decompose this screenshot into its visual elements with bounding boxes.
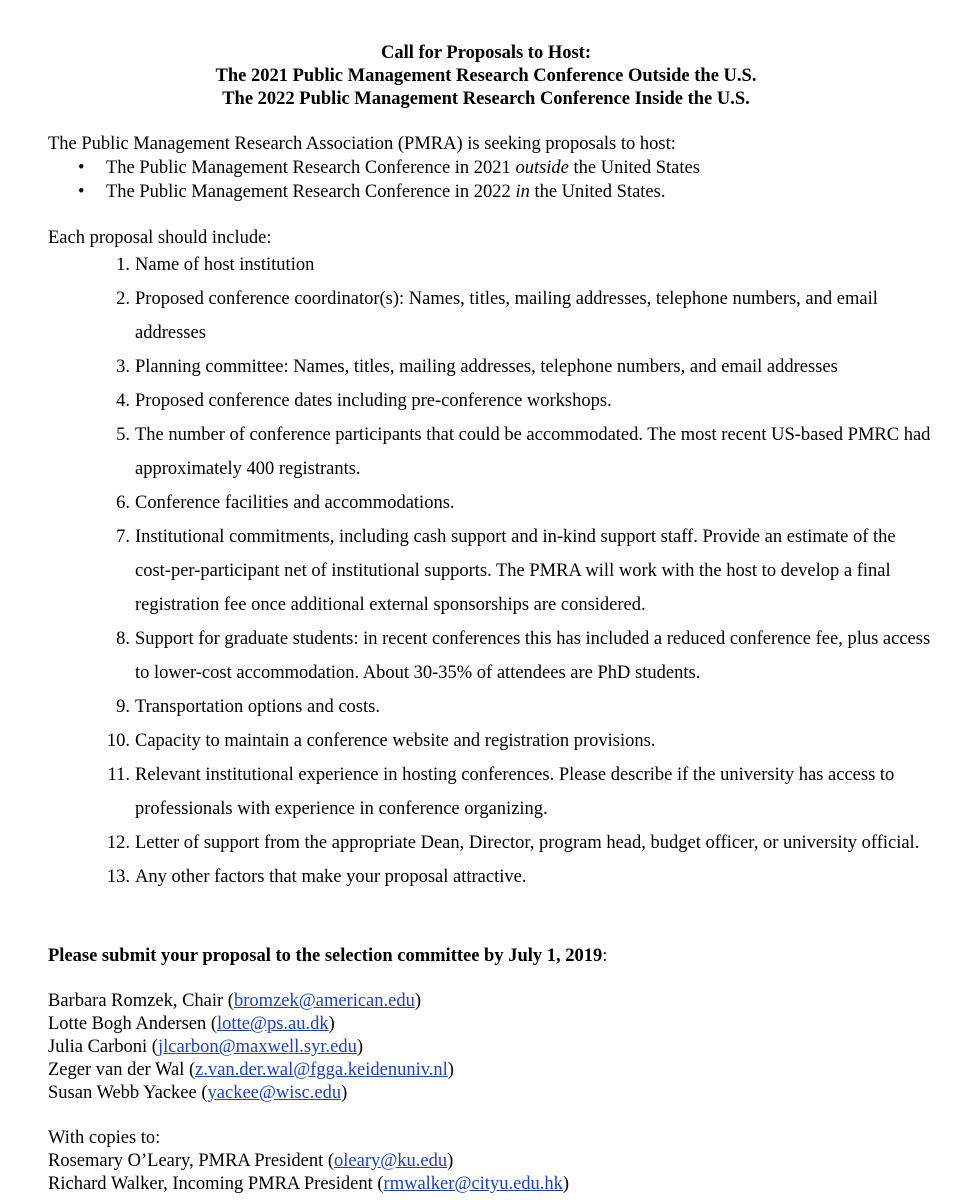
- document-title: [0, 42, 972, 111]
- requirements-list: [0, 248, 972, 894]
- bullet-text-before: The Public Management Research Conference in 2022: [106, 182, 516, 202]
- bullet-text-after: the United States.: [529, 182, 666, 202]
- proposal-requirements-heading: Each proposal should include:: [48, 228, 272, 248]
- list-item-number: 11.: [107, 765, 130, 785]
- list-item: [0, 486, 935, 520]
- list-item: [0, 690, 935, 724]
- title-line-1: Call for Proposals to Host:: [380, 43, 591, 63]
- title-line-3: The 2022 Public Management Research Conference Inside the U.S.: [222, 89, 750, 109]
- list-item-text: Relevant institutional experience in hosting conferences. Please describe if the university has access to professionals with experience in conference organizing.: [135, 765, 895, 819]
- bullet-list: [0, 157, 972, 205]
- bullet-emphasis: in: [515, 182, 530, 202]
- list-item-text: The number of conference participants that could be accommodated. The most recent US-based PMRC had approximately 400 registrants.: [135, 425, 931, 479]
- list-item: [0, 758, 935, 826]
- list-item-text: Institutional commitments, including cash support and in-kind support staff. Provide an estimate of the cost-per-participant net of institutional supports. The PMRA will work with the host to develop a final registration fee once additional external sponsorships are considered.: [135, 527, 896, 615]
- bullet-icon: •: [78, 182, 85, 202]
- list-item-number: 12.: [106, 833, 130, 853]
- list-item-number: 13.: [106, 867, 130, 887]
- list-item-text: Letter of support from the appropriate Dean, Director, program head, budget officer, or university official.: [135, 833, 920, 853]
- email-link[interactable]: z.van.der.wal@fgga.keidenuniv.nl: [195, 1060, 448, 1080]
- email-link[interactable]: oleary@ku.edu: [334, 1151, 448, 1171]
- contact-line: Rosemary O’Leary, PMRA President (oleary@ku.edu): [48, 1151, 454, 1171]
- list-item-number: 1.: [116, 255, 130, 275]
- list-item-text: Capacity to maintain a conference website and registration provisions.: [135, 731, 656, 751]
- list-item-number: 8.: [116, 629, 130, 649]
- title-line-2: The 2021 Public Management Research Conference Outside the U.S.: [215, 66, 757, 86]
- list-item-text: Proposed conference dates including pre-conference workshops.: [135, 391, 612, 411]
- list-item: [0, 520, 935, 622]
- email-link[interactable]: yackee@wisc.edu: [207, 1083, 342, 1103]
- bullet-item-2021: [0, 157, 972, 181]
- list-item-number: 10.: [106, 731, 130, 751]
- bullet-emphasis: outside: [515, 158, 569, 178]
- bullet-item-2022: [0, 181, 972, 205]
- list-item-text: Support for graduate students: in recent conferences this has included a reduced conference fee, plus access to lower-cost accommodation. About 30-35% of attendees are PhD students.: [135, 629, 931, 683]
- list-item-number: 3.: [116, 357, 130, 377]
- list-item: [0, 350, 935, 384]
- list-item: [0, 622, 935, 690]
- list-item-text: Transportation options and costs.: [135, 697, 380, 717]
- copies-section: [48, 1127, 569, 1196]
- contact-line: Zeger van der Wal (z.van.der.wal@fgga.keidenuniv.nl): [48, 1060, 454, 1080]
- list-item: [0, 384, 935, 418]
- contact-line: Barbara Romzek, Chair (bromzek@american.edu): [48, 991, 422, 1011]
- list-item-text: Any other factors that make your proposal attractive.: [135, 867, 527, 887]
- list-item-text: Proposed conference coordinator(s): Names, titles, mailing addresses, telephone numbers, and email addresses: [135, 289, 878, 343]
- list-item: [0, 724, 935, 758]
- copies-heading: With copies to:: [48, 1128, 161, 1148]
- email-link[interactable]: lotte@ps.au.dk: [217, 1014, 329, 1034]
- list-item-text: Name of host institution: [135, 255, 315, 275]
- list-item-number: 7.: [116, 527, 130, 547]
- email-link[interactable]: rmwalker@cityu.edu.hk: [383, 1174, 563, 1194]
- bullet-text-before: The Public Management Research Conference in 2021: [106, 158, 516, 178]
- list-item-number: 5.: [116, 425, 130, 445]
- bullet-text-after: the United States: [568, 158, 700, 178]
- submission-deadline: Please submit your proposal to the selection committee by July 1, 2019:: [48, 946, 608, 966]
- list-item: [0, 282, 935, 350]
- list-item-number: 2.: [116, 289, 130, 309]
- list-item-text: Conference facilities and accommodations.: [135, 493, 455, 513]
- list-item-number: 6.: [116, 493, 130, 513]
- contact-line: Richard Walker, Incoming PMRA President (rmwalker@cityu.edu.hk): [48, 1174, 570, 1194]
- email-link[interactable]: jlcarbon@maxwell.syr.edu: [157, 1037, 357, 1057]
- bullet-icon: •: [78, 158, 85, 178]
- email-link[interactable]: bromzek@american.edu: [233, 991, 415, 1011]
- list-item: [0, 248, 935, 282]
- list-item: [0, 860, 935, 894]
- intro-paragraph: The Public Management Research Association (PMRA) is seeking proposals to host:: [48, 134, 676, 154]
- list-item: [0, 418, 935, 486]
- list-item-number: 9.: [116, 697, 130, 717]
- contact-line: Susan Webb Yackee (yackee@wisc.edu): [48, 1083, 348, 1103]
- list-item: [0, 826, 935, 860]
- list-item-number: 4.: [116, 391, 130, 411]
- contact-line: Julia Carboni (jlcarbon@maxwell.syr.edu): [48, 1037, 364, 1057]
- list-item-text: Planning committee: Names, titles, mailing addresses, telephone numbers, and email addresses: [135, 357, 838, 377]
- selection-committee: [48, 990, 454, 1105]
- contact-line: Lotte Bogh Andersen (lotte@ps.au.dk): [48, 1014, 335, 1034]
